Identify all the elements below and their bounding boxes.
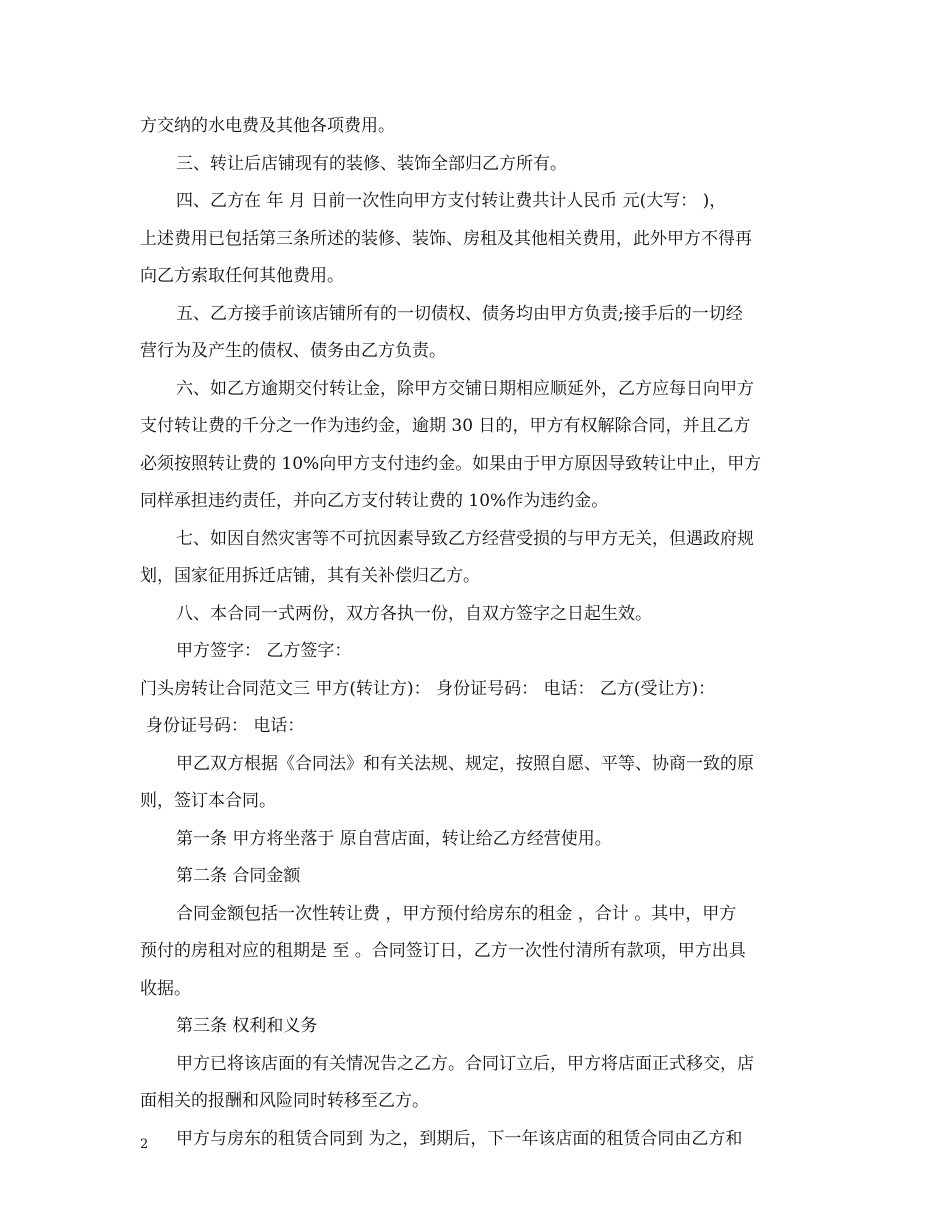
paragraph-line: 甲方已将该店面的有关情况告之乙方。合同订立后，甲方将店面正式移交，店 — [176, 1053, 754, 1074]
paragraph-line: 三、转让后店铺现有的装修、装饰全部归乙方所有。 — [176, 153, 567, 174]
paragraph-line: 面相关的报酬和风险同时转移至乙方。 — [140, 1091, 429, 1111]
paragraph-line: 甲乙双方根据《合同法》和有关法规、规定，按照自愿、平等、协商一致的原 — [176, 753, 754, 774]
document-body — [140, 108, 812, 1158]
paragraph-line: 甲方与房东的租赁合同到 为之，到期后，下一年该店面的租赁合同由乙方和 — [176, 1128, 743, 1149]
paragraph-line: 身份证号码： 电话： — [146, 716, 305, 736]
paragraph-line: 收据。 — [140, 978, 191, 999]
paragraph-line: 五、乙方接手前该店铺所有的一切债权、债务均由甲方负责;接手后的一切经 — [176, 303, 743, 324]
signature-line: 甲方签字： 乙方签字： — [176, 641, 352, 661]
paragraph-line: 四、乙方在 年 月 日前一次性向甲方支付转让费共计人民币 元(大写： )， — [176, 191, 727, 211]
paragraph-line: 预付的房租对应的租期是 至 。合同签订日，乙方一次性付清所有款项，甲方出具 — [140, 941, 746, 961]
paragraph-line: 同样承担违约责任，并向乙方支付转让费的 10%作为违约金。 — [140, 491, 609, 511]
paragraph-line: 上述费用已包括第三条所述的装修、装饰、房租及其他相关费用，此外甲方不得再 — [140, 228, 752, 249]
page-number: 2 — [140, 1137, 149, 1152]
paragraph-line: 必须按照转让费的 10%向甲方支付违约金。如果由于甲方原因导致转让中止，甲方 — [140, 453, 762, 474]
article-line: 第一条 甲方将坐落于 原自营店面，转让给乙方经营使用。 — [176, 828, 612, 849]
paragraph-line: 支付转让费的千分之一作为违约金，逾期 30 日的，甲方有权解除合同，并且乙方 — [140, 416, 751, 436]
article-heading: 第二条 合同金额 — [176, 866, 301, 886]
paragraph-line: 方交纳的水电费及其他各项费用。 — [140, 116, 395, 136]
paragraph-line: 营行为及产生的债权、债务由乙方负责。 — [140, 341, 446, 361]
paragraph-line: 划，国家征用拆迁店铺，其有关补偿归乙方。 — [140, 566, 480, 586]
paragraph-line: 七、如因自然灾害等不可抗因素导致乙方经营受损的与甲方无关，但遇政府规 — [176, 528, 754, 549]
paragraph-line: 向乙方索取任何其他费用。 — [140, 266, 344, 286]
article-heading: 第三条 权利和义务 — [176, 1016, 318, 1036]
paragraph-line: 六、如乙方逾期交付转让金，除甲方交铺日期相应顺延外，乙方应每日向甲方 — [176, 378, 754, 399]
paragraph-line: 合同金额包括一次性转让费 ，甲方预付给房东的租金 ，合计 。其中，甲方 — [176, 903, 737, 924]
paragraph-line: 则，签订本合同。 — [140, 791, 276, 811]
section-heading-line: 门头房转让合同范文三 甲方(转让方)： 身份证号码： 电话： 乙方(受让方)： — [140, 678, 716, 699]
paragraph-line: 八、本合同一式两份，双方各执一份，自双方签字之日起生效。 — [176, 603, 652, 624]
